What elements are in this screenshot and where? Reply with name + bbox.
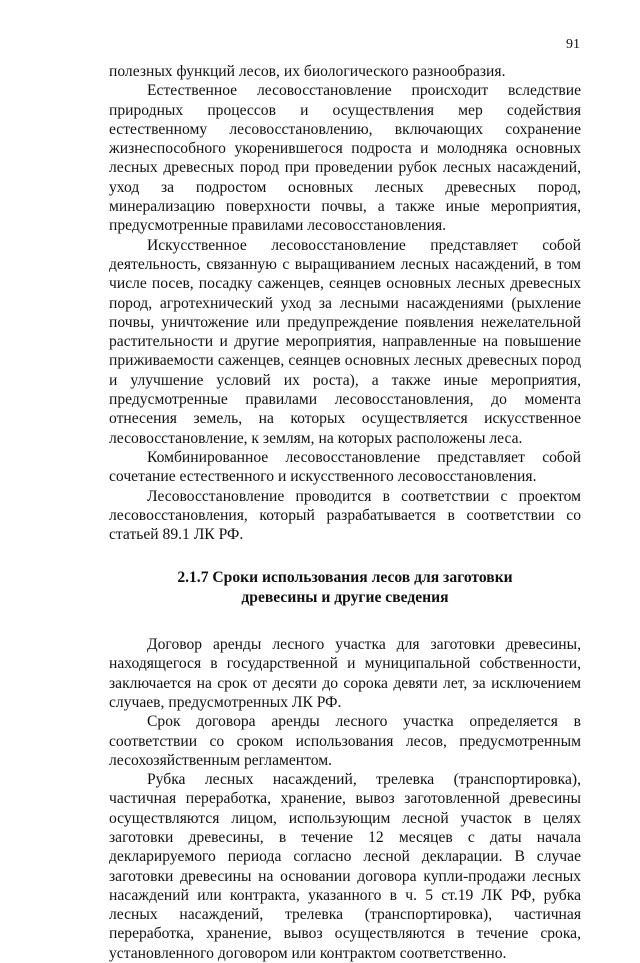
page-content	[109, 62, 581, 963]
paragraph-artificial-reforestation: Искусственное лесовосстановление представляет собой деятельность, связанную с выращиванием лесных насаждений, в том числе посев, посадку саженцев, сеянцев основных лесных древесных пород, агротехнический уход за лесными насаждениями (рыхление почвы, уничтожение или предупреждение появления нежелательной растительности и другие мероприятия, направленные на повышение приживаемости саженцев, сеянцев основных лесных древесных пород и улучшение условий их роста), а также иные мероприятия, предусмотренные правилами лесовосстановления, до момента отнесения земель, на которых осуществляется искусственное лесовосстановление, к землям, на которых расположены леса.	[109, 236, 581, 447]
section-heading-line-1: 2.1.7 Сроки использования лесов для заготовки	[177, 569, 513, 587]
paragraph-logging-terms: Рубка лесных насаждений, трелевка (транспортировка), частичная переработка, хранение, вывоз заготовленной древесины осуществляются лицом, использующим лесной участок в целях заготовки древесины, в течение 12 месяцев с даты начала декларируемого периода согласно лесной декларации. В случае заготовки древесины на основании договора купли-продажи лесных насаждений или контракта, указанного в ч. 5 ст.19 ЛК РФ, рубка лесных насаждений, трелевка (транспортировка), частичная переработка, хранение, вывоз осуществляются в течение срока, установленного договором или контрактом соответственно.	[109, 771, 581, 962]
paragraph-natural-reforestation: Естественное лесовосстановление происходит вследствие природных процессов и осуществления мер содействия естественному лесовосстановлению, включающих сохранение жизнеспособного укоренившегося подроста и молодняка основных лесных древесных пород при проведении рубок лесных насаждений, уход за подростом основных лесных древесных пород, минерализацию поверхности почвы, а также иные мероприятия, предусмотренные правилами лесовосстановления.	[109, 82, 581, 235]
section-heading	[109, 568, 581, 607]
paragraph-continuation: полезных функций лесов, их биологического разнообразия.	[109, 63, 506, 80]
paragraph-reforestation-project: Лесовосстановление проводится в соответствии с проектом лесовосстановления, который разрабатывается в соответствии со статьей 89.1 ЛК РФ.	[109, 487, 581, 544]
paragraph-combined-reforestation: Комбинированное лесовосстановление представляет собой сочетание естественного и искусственного лесовосстановления.	[109, 448, 581, 486]
page-number: 91	[566, 37, 580, 52]
section-heading-line-2: древесины и другие сведения	[241, 588, 449, 606]
paragraph-lease-agreement: Договор аренды лесного участка для заготовки древесины, находящегося в государственной и муниципальной собственности, заключается на срок от десяти до сорока девяти лет, за исключением случаев, предусмотренных ЛК РФ.	[109, 636, 581, 711]
paragraph-lease-term: Срок договора аренды лесного участка определяется в соответствии со сроком использования лесов, предусмотренным лесохозяйственным регламентом.	[109, 713, 581, 769]
